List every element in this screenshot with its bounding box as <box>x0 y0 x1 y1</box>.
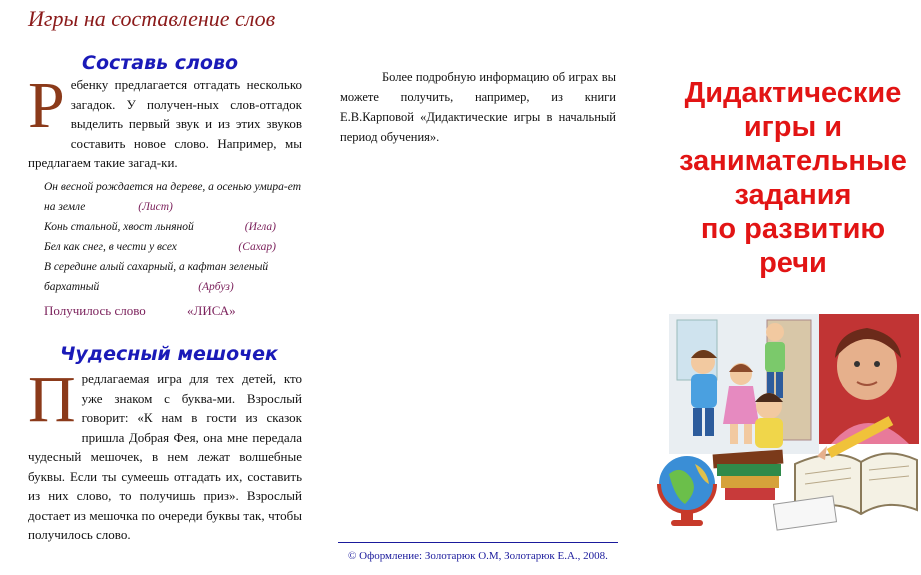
result-line <box>28 303 302 319</box>
main-title-line: занимательные <box>679 145 907 177</box>
game2-title: Чудесный мешочек <box>60 343 278 365</box>
riddle-text: Он весной рождается на дереве, а осенью умира-ет на земле <box>44 180 302 213</box>
riddle-answer: (Игла) <box>244 220 276 233</box>
more-info-text: Более подробную информацию об играх вы можете получить, например, из книги Е.В.Карповой «Дидактические игры в начальный период обучения». <box>340 70 616 144</box>
main-title-line: Дидактические <box>684 77 902 109</box>
game1-paragraph <box>28 69 302 173</box>
child-figure-4 <box>755 393 783 448</box>
riddle-text: Конь стальной, хвост льняной <box>44 220 194 233</box>
section-title: Игры на составление слов <box>28 6 276 31</box>
riddle-answer: (Сахар) <box>238 240 276 253</box>
globe-icon <box>659 456 715 526</box>
result-word: «ЛИСА» <box>187 302 236 318</box>
riddle-list <box>28 177 302 297</box>
riddle-answer: (Арбуз) <box>198 280 234 293</box>
riddle-text: Бел как снег, в чести у всех <box>44 240 177 253</box>
paper-sheet <box>773 496 836 530</box>
main-title-line: по развитию <box>700 213 886 245</box>
riddle-item <box>28 217 302 237</box>
game1-drop-cap: Р <box>28 69 65 142</box>
game2-block <box>28 363 302 545</box>
riddle-item <box>28 257 302 297</box>
game2-paragraph <box>28 363 302 545</box>
riddle-text: В середине алый сахарный, а кафтан зеленый бархатный <box>44 260 269 293</box>
result-label: Получилось слово <box>44 302 146 318</box>
credit-line: © Оформление: Золотарюк О.М, Золотарюк Е.А., 2008. <box>348 550 608 562</box>
riddle-item <box>28 237 302 257</box>
game1-text: ебенку предлагается отгадать несколько загадок. У получен-ных слов-отгадок выделить первый звук и из этих звуков составить новое слово. Например, мы предлагаем такие загад-ки. <box>28 77 302 170</box>
books-icon <box>713 450 784 500</box>
riddle-item <box>28 177 302 217</box>
riddle-answer: (Лист) <box>138 200 173 213</box>
main-title-line: задания <box>734 179 852 211</box>
game2-drop-cap: П <box>28 363 76 436</box>
game1-block <box>28 69 302 319</box>
game1-title: Составь слово <box>82 52 239 74</box>
main-title-line: речи <box>759 247 827 279</box>
illustration-collage <box>655 314 919 532</box>
main-title-line: игры и <box>743 111 843 143</box>
collage-illustration <box>655 314 919 532</box>
game2-text: редлагаемая игра для тех детей, кто уже знаком с буква-ми. Взрослый говорит: «К нам в гости из сказок пришла Добрая Фея, она мне передала чудесный мешочек, в нем лежат волшебные буквы. Если ты сумеешь отгадать их, составить из них слово, то получишь приз». Взрослый достает из мешочка по очереди буквы так, чтобы получилось слово. <box>28 371 302 542</box>
main-title <box>664 76 921 280</box>
credit-divider <box>338 542 618 543</box>
